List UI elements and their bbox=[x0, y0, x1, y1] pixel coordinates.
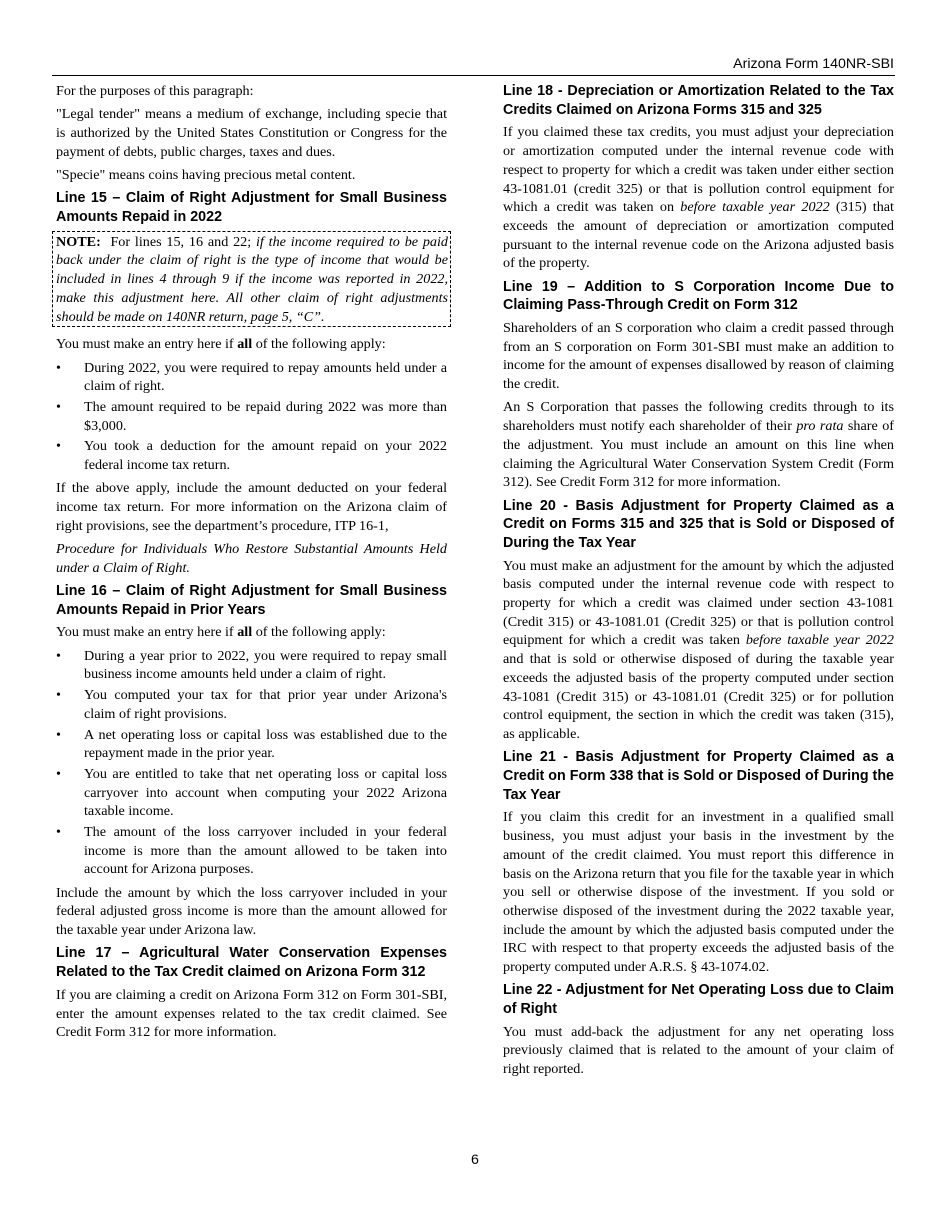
line16-after: Include the amount by which the loss carryover included in your federal adjusted gross income is more than the amount allowed for the taxable year under Arizona law. bbox=[56, 884, 447, 939]
note-text bbox=[56, 233, 448, 327]
line21-heading: Line 21 - Basis Adjustment for Property Claimed as a Credit on Form 338 that is Sold or Disposed of During the Tax Year bbox=[503, 749, 894, 803]
line17-text: If you are claiming a credit on Arizona Form 312 on Form 301-SBI, enter the amount expenses related to the tax credit claimed. See Credit Form 312 for more information. bbox=[56, 986, 447, 1041]
line19-heading: Line 19 – Addition to S Corporation Income Due to Claiming Pass-Through Credit on Form 312 bbox=[503, 278, 894, 314]
page-header bbox=[52, 55, 895, 76]
list-item: • You are entitled to take that net operating loss or capital loss carryover into account when computing your 2022 Arizona taxable income. bbox=[56, 765, 447, 820]
list-item: • You took a deduction for the amount repaid on your 2022 federal income tax return. bbox=[56, 438, 447, 474]
list-item: • A net operating loss or capital loss was established due to the repayment made in the prior year. bbox=[56, 726, 447, 762]
list-item-text: You are entitled to take that net operating loss or capital loss carryover into account when computing your 2022 Arizona taxable income. bbox=[84, 765, 447, 820]
right-column bbox=[503, 82, 894, 1083]
line15-bullet-list bbox=[56, 359, 447, 475]
note-box bbox=[52, 231, 451, 328]
procedure-title: Procedure for Individuals Who Restore Substantial Amounts Held under a Claim of Right. bbox=[56, 541, 447, 576]
note-plain: For lines 15, 16 and 22; bbox=[110, 233, 252, 250]
line15-entry-bold: all bbox=[237, 336, 253, 353]
left-column bbox=[56, 82, 447, 1047]
list-item-text: You computed your tax for that prior year under Arizona's claim of right provisions. bbox=[84, 687, 447, 722]
list-item-text: During 2022, you were required to repay amounts held under a claim of right. bbox=[84, 359, 447, 395]
list-item: • The amount of the loss carryover included in your federal income is more than the amount allowed to be taken into account for Arizona purposes. bbox=[56, 824, 447, 878]
line18-post: (315) that exceeds the amount of depreciation or amortization computed pursuant to the internal revenue code on the Arizona adjusted basis of the property. bbox=[503, 199, 894, 272]
line19-pre: An S Corporation that passes the following credits through to its shareholders must notify each shareholder of their bbox=[503, 399, 894, 435]
list-item: • You computed your tax for that prior year under Arizona's claim of right provisions. bbox=[56, 687, 447, 722]
line15-procedure bbox=[56, 540, 447, 577]
line18-italic: before taxable year 2022 bbox=[680, 199, 830, 216]
form-title: Arizona Form 140NR-SBI bbox=[733, 56, 894, 72]
list-item: • During 2022, you were required to repay amounts held under a claim of right. bbox=[56, 359, 447, 395]
page-number: 6 bbox=[471, 1152, 479, 1168]
line18-pre: If you claimed these tax credits, you must adjust your depreciation or amortization computed under the internal revenue code with respect to property for which a credit was taken under either section 43-1081.01 (credit 325) or that is pollution control equipment for which a credit was taken on bbox=[503, 124, 894, 216]
note-label: NOTE: bbox=[56, 233, 101, 250]
line21-text: If you claim this credit for an investment in a qualified small business, you must adjust your basis in the investment by the amount of the credit claimed. You must report this difference in basis on the Arizona return that you file for the taxable year in which you sell or otherwise dispose of the investment. If you sold or otherwise disposed of the investment during the 2022 taxable year, include the amount by which the adjusted basis computed under the IRC with respect to that property exceeds the adjusted basis of the property computed under A.R.S. § 43-1074.02. bbox=[503, 809, 894, 976]
line18-heading: Line 18 - Depreciation or Amortization Related to the Tax Credits Claimed on Arizona Forms 315 and 325 bbox=[503, 83, 894, 118]
line17-heading: Line 17 – Agricultural Water Conservation Expenses Related to the Tax Credit claimed on Arizona Form 312 bbox=[56, 945, 447, 981]
list-item-text: The amount required to be repaid during 2022 was more than $3,000. bbox=[84, 398, 447, 434]
line20-text bbox=[503, 557, 894, 744]
line20-post: and that is sold or otherwise disposed of during the taxable year exceeds the adjusted basis of the property computed under section 43-1081 (Credit 315) or 43-1081.01 (Credit 325) or for pollution control equipment, the section in which the credit was taken (315), as applicable. bbox=[503, 651, 894, 742]
line15-after: If the above apply, include the amount deducted on your federal income tax return. For more information on the Arizona claim of right provisions, see the department’s procedure, ITP 16-1, bbox=[56, 480, 447, 534]
list-item: • During a year prior to 2022, you were required to repay small business income amounts held under a claim of right. bbox=[56, 647, 447, 683]
line19-post: share of the adjustment. You must include an amount on this line when claiming the Agricultural Water Conservation System Credit (Form 312). See Credit Form 312 for more information. bbox=[503, 418, 894, 491]
line15-heading: Line 15 – Claim of Right Adjustment for Small Business Amounts Repaid in 2022 bbox=[56, 190, 447, 225]
line19-text-2 bbox=[503, 398, 894, 492]
list-item-text: During a year prior to 2022, you were required to repay small business income amounts held under a claim of right. bbox=[84, 647, 447, 683]
intro-text: For the purposes of this paragraph: bbox=[56, 83, 254, 99]
line16-entry-post: of the following apply: bbox=[255, 624, 386, 641]
list-item-text: A net operating loss or capital loss was established due to the repayment made in the prior year. bbox=[84, 726, 447, 762]
line16-entry-pre: You must make an entry here if bbox=[56, 624, 234, 641]
line16-entry-bold: all bbox=[237, 624, 253, 641]
line20-pre: You must make an adjustment for the amount by which the adjusted basis computed under the internal revenue code with respect to property for which a credit was claimed under section 43-1081 (Credit 315) or 43-1081.01 (Credit 325) or that is pollution control equipment for which a credit was taken bbox=[503, 557, 894, 649]
line15-entry-post: of the following apply: bbox=[255, 336, 386, 353]
list-item-text: The amount of the loss carryover included in your federal income is more than the amount allowed to be taken into account for Arizona purposes. bbox=[84, 824, 447, 878]
line15-entry bbox=[56, 335, 447, 354]
line16-entry bbox=[56, 623, 447, 642]
note-italic: if the income required to be paid back under the claim of right is the type of income that would be included in lines 4 through 9 if the income was reported in 2022, make this adjustment here. All other claim of right adjustments should be made on 140NR return, page 5, “C”. bbox=[56, 233, 448, 325]
line19-text-1: Shareholders of an S corporation who claim a credit passed through from an S corporation on Form 301-SBI must make an addition to income for the amount of expenses disallowed by reason of claiming the credit. bbox=[503, 320, 894, 393]
line19-italic: pro rata bbox=[796, 418, 844, 435]
legal-tender-definition: "Legal tender" means a medium of exchange, including specie that is authorized by the United States Constitution or Congress for the payment of debts, public charges, taxes and dues. bbox=[56, 106, 447, 160]
line20-heading: Line 20 - Basis Adjustment for Property Claimed as a Credit on Forms 315 and 325 that is Sold or Disposed of During the Tax Year bbox=[503, 497, 894, 551]
line15-entry-pre: You must make an entry here if bbox=[56, 336, 234, 353]
line22-text: You must add-back the adjustment for any net operating loss previously claimed that is related to the amount of your claim of right reported. bbox=[503, 1023, 894, 1078]
list-item: • The amount required to be repaid during 2022 was more than $3,000. bbox=[56, 398, 447, 434]
line16-heading: Line 16 – Claim of Right Adjustment for Small Business Amounts Repaid in Prior Years bbox=[56, 583, 447, 618]
line22-heading: Line 22 - Adjustment for Net Operating Loss due to Claim of Right bbox=[503, 982, 894, 1018]
specie-definition: "Specie" means coins having precious metal content. bbox=[56, 167, 356, 183]
list-item-text: You took a deduction for the amount repaid on your 2022 federal income tax return. bbox=[84, 438, 447, 474]
line20-italic: before taxable year 2022 bbox=[745, 632, 895, 649]
line16-bullet-list bbox=[56, 647, 447, 879]
line18-text bbox=[503, 123, 894, 273]
